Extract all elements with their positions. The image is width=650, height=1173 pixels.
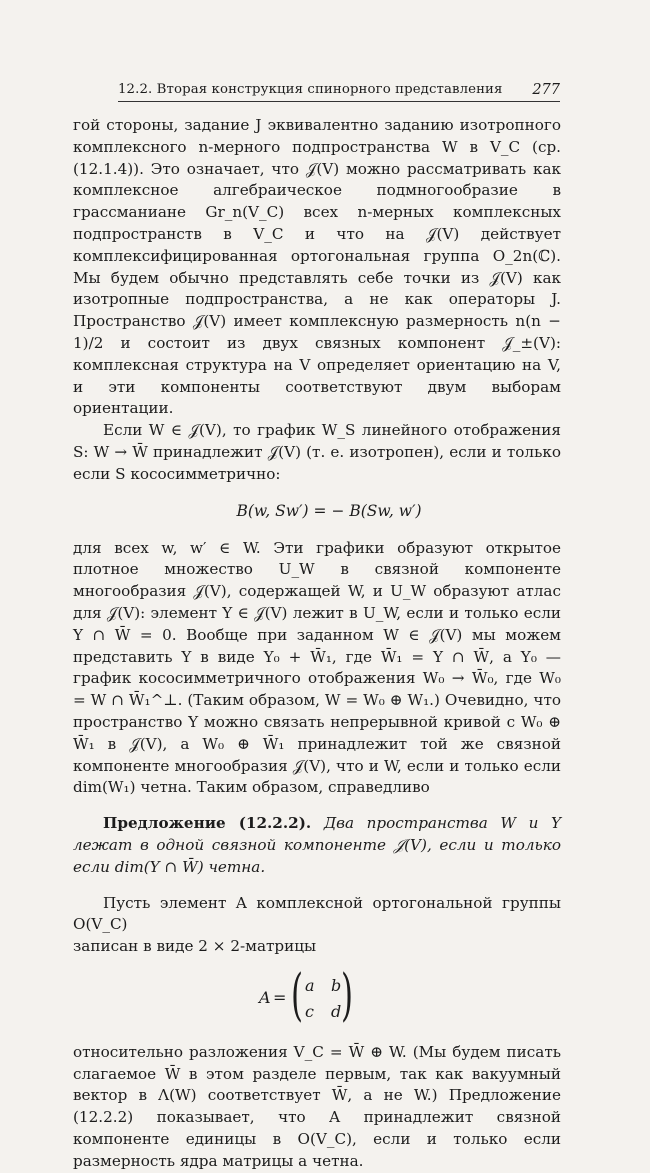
proposition-text: Два пространства W и Y лежат в одной связной компоненте 𝒥(V), если и только если dim(Y ∩ W̄) четна. xyxy=(73,814,562,876)
running-title: 12.2. Вторая конструкция спинорного представления xyxy=(118,82,503,97)
page-number: 277 xyxy=(532,82,560,98)
proposition-label: Предложение (12.2.2). xyxy=(103,814,312,833)
paragraph-3: для всех w, w′ ∈ W. Эти графики образуют открытое плотное множество U_W в связной компоненте многообразия 𝒥(V), содержащей W, и U_W образуют атлас для 𝒥(V): элемент Y ∈ 𝒥(V) лежит в U_W, если и только если Y ∩ W̄ = 0. Вообще при заданном W ∈ 𝒥(V) мы можем представить Y в виде Y₀ + W̄₁, где W̄₁ = Y ∩ W̄, а Y₀ — график кососимметричного отображения W₀ → W̄₀, где W₀ = W ∩ W̄₁^⊥. (Таким образом, W = W₀ ⊕ W₁.) Очевидно, что пространство Y можно связать непрерывной кривой с W₀ ⊕ W̄₁ в 𝒥(V), а W₀ ⊕ W̄₁ принадлежит той же связной компоненте многообразия 𝒥(V), что и W, если и только если dim(W₁) четна. Таким образом, справедливо xyxy=(73,538,561,797)
running-header xyxy=(118,80,558,100)
paragraph-4b: записан в виде 2 × 2-матрицы xyxy=(73,937,317,956)
matrix-equals: = xyxy=(273,987,287,1007)
formula-skew-symmetry: B(w, Sw′) = − B(Sw, w′) xyxy=(236,501,422,520)
paragraph-2: Если W ∈ 𝒥(V), то график W_S линейного отображения S: W → W̄ принадлежит 𝒥(V) (т. е. изотропен), если и только если S кососимметрично: xyxy=(73,421,561,483)
matrix-entry-b: b xyxy=(331,975,342,995)
matrix-right-paren: ) xyxy=(341,962,354,1028)
paragraph-5: относительно разложения V_C = W̄ ⊕ W. (Мы будем писать слагаемое W̄ в этом разделе первым, так как вакуумный вектор в Λ(W) соответствует W̄, а не W.) Предложение (12.2.2) показывает, что A принадлежит связной компоненте единицы в O(V_C), если и только если размерность ядра матрицы a четна. xyxy=(73,1042,561,1170)
matrix-formula xyxy=(259,962,369,1030)
paragraph-1: гой стороны, задание J эквивалентно заданию изотропного комплексного n-мерного подпространства W в V_C (ср. (12.1.4)). Это означает, что 𝒥(V) можно рассматривать как комплексное алгебраическое подмногообразие в грассманиане Gr_n(V_C) всех n-мерных комплексных подпространств в V_C и что на 𝒥(V) действует комплексифицированная ортогональная группа O_2n(ℂ). Мы будем обычно представлять себе точки из 𝒥(V) как изотропные подпространства, а не как операторы J. Пространство 𝒥(V) имеет комплексную размерность n(n − 1)/2 и состоит из двух связных компонент 𝒥_±(V): комплексная структура на V определяет ориентацию на V, и эти компоненты соответствуют двум выборам ориентации. xyxy=(73,116,561,418)
paragraph-4a: Пусть элемент A комплексной ортогональной группы O(V_C) xyxy=(73,893,561,934)
matrix-entry-d: d xyxy=(331,1001,342,1021)
matrix-left-paren: ( xyxy=(291,962,304,1028)
header-rule xyxy=(118,101,560,102)
proposition-12-2-2 xyxy=(73,813,561,878)
matrix-entry-c: c xyxy=(305,1001,314,1021)
matrix-entry-a: a xyxy=(305,975,315,995)
matrix-lhs: A xyxy=(259,987,271,1007)
matrix-block xyxy=(73,962,561,1034)
page-body xyxy=(73,115,561,1173)
